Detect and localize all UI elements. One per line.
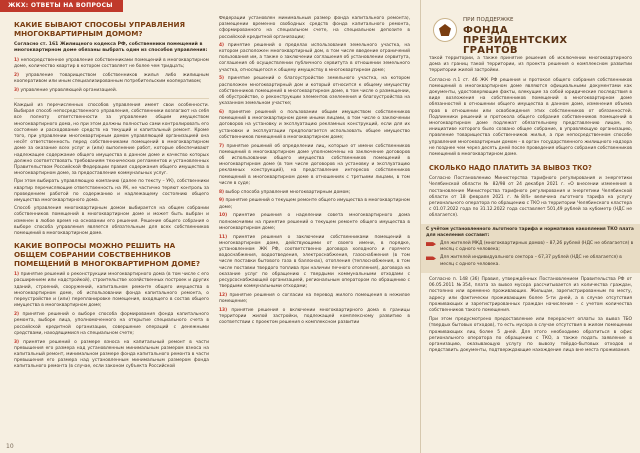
divider	[14, 98, 209, 99]
right-page	[420, 0, 640, 453]
item-text: принятие решения о заключении собственниками помещений в многоквартирном доме, действующими от своего имени, в порядке, установленном ЖК РФ, соответственно договора холодного и горячего водоснабжения, водоотведения, электроснабжения, газоснабжения (в том числе поставки бытового газа в баллонах), отопления (теплоснабжения, в том числе поставки твердого топлива при наличии печного отопления), договора на оказание услуг по обращению с твердыми коммунальными отходами с ресурсоснабжающей организацией, региональным оператором по обращению с твердыми коммунальными отходами;	[218, 234, 410, 290]
list-item	[14, 312, 209, 337]
logo-subtitle: ПРИ ПОДДЕРЖКЕ	[463, 17, 514, 23]
section-tab: ЖКХ: ОТВЕТЫ НА ВОПРОСЫ	[0, 0, 123, 12]
item-text: принятие решений о благоустройстве земельного участка, на котором расположен многоквартирный дом и который относится к общему имуществу собственников помещений в многоквартирном доме, в том числе о размещении, об обустройстве, о реконструкции элементов озеленения и благоустройства на указанном земельном участке;	[218, 76, 410, 107]
tariff-text: Для жителей МКД (многоквартирных домов) – 87,26 рублей (НДС не облагается) в месяц с одного человека;	[440, 241, 634, 253]
item-number: 11)	[218, 234, 228, 240]
lead-paragraph: Согласно ст. 161 Жилищного кодекса РФ, собственники помещений в многоквартирном доме обязаны выбрать один из способов управления:	[14, 42, 208, 54]
item-text: принятие решения о согласии на перевод жилого помещения в нежилое помещение;	[218, 293, 410, 305]
list-item	[14, 58, 209, 70]
list-item	[219, 198, 410, 210]
item-number: 10)	[218, 213, 228, 219]
item-text: принятие решений о пределах использования земельного участка, на котором расположен многоквартирный дом, в том числе введение ограничений пользования им, а также о заключении соглашения об установлении сервитута, соглашения об осуществлении публичного сервитута в отношении земельного участка, относящегося к общему имуществу в многоквартирном доме;	[218, 42, 410, 73]
item-text: управление управляющей организацией.	[20, 87, 118, 93]
list-item	[219, 235, 410, 291]
page-number: 10	[6, 443, 14, 450]
heading-management-methods: КАКИЕ БЫВАЮТ СПОСОБЫ УПРАВЛЕНИЯ МНОГОКВАРТИРНЫМ ДОМОМ?	[14, 20, 186, 38]
arrow-icon	[426, 242, 436, 246]
item-text: принятие решения о включении многоквартирного дома в границы территории жилой застройки, подлежащей комплексному развитию в соответствии с проектом решения о комплексном развитии	[218, 308, 410, 326]
list-item	[219, 308, 410, 327]
logo-line-2: ПРЕЗИДЕНТСКИХ	[463, 34, 568, 46]
item-text: выбор способа управления многоквартирным домом;	[225, 189, 351, 195]
logo-text	[463, 18, 567, 56]
list-item	[219, 110, 410, 141]
item-number: 2)	[14, 72, 20, 78]
list-item	[219, 144, 410, 187]
item-text: непосредственное управление собственниками помещений в многоквартирном доме, количество квартир в котором составляет не более чем тридцать;	[14, 57, 209, 70]
emblem-icon	[433, 18, 457, 42]
tariff-box-title: С учётом установленного льготного тарифа и нормативов накопления ТКО плата для населения составит:	[426, 226, 634, 238]
item-text: принятие решений о текущем ремонте общего имущества в многоквартирном доме;	[218, 198, 410, 210]
item-number: 5)	[218, 76, 225, 82]
item-number: 8)	[218, 189, 225, 195]
list-item	[219, 76, 410, 107]
body-paragraph: Согласно п. 148 (36) Правил, утверждённых Постановлением Правительства РФ от 06.05.2011 №354, плата за вывоз мусора рассчитывается из количества граждан, постоянно или временно проживающих. Жильцам, зарегистрированным по месту, адресу или фактически проживающим более 5-ти дней, а в случае отсутствия проживающих и зарегистрированных граждан начисление – с учетом количества собственников такого помещения.	[429, 276, 632, 313]
tariff-text: Для жителей индивидуального сектора – 67,37 рублей (НДС не облагается) в месяц с одного человека.	[440, 255, 622, 267]
heading-tko-payment: СКОЛЬКО НАДО ПЛАТИТЬ ЗА ВЫВОЗ ТКО?	[429, 164, 592, 173]
body-paragraph: Каждый из перечисленных способов управления имеет свои особенности. Выбирая способ непосредственного управления, собственники возлагают на себя все полноту ответственности за управление общим имуществом многоквартирного дома, но при этом должны полностью сами контролировать его состояние и расходование средств на текущий и капитальный ремонт. Кроме того, при управлении многоквартирным домом управляющей организацией она несёт ответственность перед собственниками помещений в многоквартирном доме за оказание всех услуг и (или) выполнение работ, которые обеспечивают надлежащее содержание общего имущества в данном доме и качество которых должно соответствовать требованиям технических регламентов и установленных Правительством Российской Федерации правил содержания общего имущества в многоквартирном доме, за предоставление коммунальных услуг.	[14, 103, 209, 177]
item-text: принятие решений об определении лиц, которые от имени собственников помещений в многоквартирном доме уполномочены на заключение договоров об использовании общего имущества собственников помещений в многоквартирном доме (в том числе договоров на установку и эксплуатацию рекламных конструкций), на представление интересов собственников помещений в многоквартирном доме в отношениях с третьими лицами, в том числе в суде;	[218, 143, 410, 186]
body-paragraph: Федерации установлен минимальный размер фонда капитального ремонта), размещении временно свободных средств фонда капитального ремонта, сформированного на специальном счете, на специальном депозите в российской кредитной организации;	[218, 16, 410, 40]
item-number: 4)	[218, 42, 225, 48]
item-text: принятие решений о размере взноса на капитальный ремонт в части превышения его размера над установленным минимальным размером взноса на капитальный ремонт, минимальном размере фонда капитального ремонта в части превышения его размера над установленным минимальным размером фонда капитального ремонта (в случае, если законом субъекта Российской	[14, 339, 209, 370]
body-paragraph: Согласно Постановлению Министерства тарифного регулирования и энергетики Челябинской области № 82/98 от 24 декабря 2021 г. «О внесении изменения в постановление Министерства тарифного регулирования и энергетики Челябинской области от 18 февраля 2021 г. №8/4» величина льготного тарифа на услугу регионального оператора по обращению с ТКО на территории Челябинского кластера с 01.07.2022 года по 31.12.2022 года составляет 501,49 рублей за кубометр (НДС не облагается).	[429, 176, 632, 219]
tariff-box	[421, 224, 640, 273]
item-number: 6)	[218, 110, 225, 116]
item-text: принятие решений о реконструкции многоквартирного дома (в том числе с его расширением или надстройкой), строительстве хозяйственных построек и других зданий, строений, сооружений, капитальном ремонте общего имущества в многоквартирном доме, об использовании фонда капитального ремонта, о переустройстве и (или) перепланировке помещения, входящего в состав общего имущества в многоквартирном доме;	[14, 272, 209, 309]
item-number: 7)	[218, 143, 225, 149]
tariff-line	[426, 255, 635, 267]
item-text: принятие решения о наделении совета многоквартирного дома полномочиями на принятие решений о текущем ремонте общего имущества в многоквартирном доме;	[218, 213, 410, 231]
list-item	[219, 293, 410, 305]
grant-logo	[429, 0, 632, 56]
item-number: 3)	[14, 339, 20, 345]
list-item	[14, 73, 209, 85]
logo-line-3: ГРАНТОВ	[463, 44, 518, 56]
item-number: 3)	[14, 87, 20, 93]
list-item	[219, 213, 410, 232]
item-number: 12)	[218, 293, 228, 299]
body-paragraph: Согласно п.1 ст. 46 ЖК РФ решения и протокол общего собрания собственников помещений в многоквартирном доме являются официальными документами как документы, удостоверяющие факты, влекущие за собой юридические последствия в виде возложения на собственников помещений в многоквартирном доме обязанностей в отношении общего имущества в данном доме, изменения объема прав в отношении или освобождения этих собственников от обязанностей. Подлинники решений и протокола общего собрания собственников помещений в многоквартирном доме подлежат обязательному представлению лицом, по инициативе которого было созвано общее собрание, в управляющую организацию, правление товарищества собственников жилья, а при непосредственном способе управления многоквартирным домом – в орган государственного жилищного надзора не позднее чем через десять дней после проведения общего собрания собственников помещений в многоквартирном доме.	[429, 77, 632, 158]
logo-line-1: ФОНДА	[463, 24, 508, 36]
list-item	[219, 190, 410, 196]
item-text: принятие решений о выборе способа формирования фонда капитального ремонта, выборе лица, уполномоченного на открытие специального счета в российской кредитной организации, совершение операций с денежными средствами, находящимися на специальном счете;	[14, 312, 209, 336]
tariff-line	[426, 241, 635, 253]
body-paragraph: такой территории, а также принятие решения об исключении многоквартирного дома из границ такой территории, из проекта решения о комплексном развитии территории жилой застройки.	[429, 56, 632, 74]
list-item	[14, 88, 209, 94]
item-number: 1)	[14, 57, 20, 63]
item-text: принятие решений о пользовании общим имуществом собственников помещений в многоквартирном доме иными лицами, в том числе о заключении договоров на установку и эксплуатацию рекламных конструкций, если для их установки и эксплуатации предполагается использовать общее имущество собственников помещений в многоквартирном доме;	[218, 110, 410, 140]
list-item	[14, 272, 209, 309]
list-item	[14, 340, 209, 371]
body-paragraph: При этом выбирать управляющую компанию (далее по тексту – УК), собственники квартир перечисляющие ответственность на УК, не частично теряют контроль за проведением работой по содержанию и надлежащему состоянию общего имущества многоквартирного дома.	[14, 179, 209, 204]
item-number: 13)	[218, 308, 228, 314]
item-number: 1)	[14, 272, 20, 278]
item-text: управление товариществом собственников жилья либо жилищным кооперативом или иным специализированным потребительским кооперативом;	[14, 72, 209, 85]
list-item	[219, 43, 410, 74]
column-2	[219, 16, 410, 373]
item-number: 2)	[14, 312, 20, 318]
arrow-icon	[426, 256, 436, 260]
left-columns	[14, 16, 410, 373]
column-1	[14, 16, 209, 373]
heading-meeting-questions: КАКИЕ ВОПРОСЫ МОЖНО РЕШИТЬ НА ОБЩЕМ СОБРАНИИ СОБСТВЕННИКОВ ПОМЕЩЕНИЙ В МНОГОКВАРТИРНОМ ДОМЕ?	[14, 241, 201, 269]
body-paragraph: Способ управления многоквартирным домом выбирается на общем собрании собственников помещений в многоквартирном доме и может быть выбран и изменен в любое время на основании его решения. Решение общего собрания о выборе способа управления является обязательным для всех собственников помещений в многоквартирном доме.	[14, 206, 209, 237]
item-number: 9)	[218, 198, 225, 204]
body-paragraph: При этом предусмотрено предоставление или перерасчет оплаты за вывоз ТБО (твердых бытовых отходов), то есть мусора в случае отсутствия в жилом помещении проживающих лиц более 5 дней. Для этого необходимо обратиться в офис регионального оператора по обращению с ТКО, а также подать заявление в организацию, оказывающую услугу по вывозу твёрдо-бытовых отходов и представить документы, подтверждающие нахождение лица вне места проживания.	[429, 317, 632, 354]
